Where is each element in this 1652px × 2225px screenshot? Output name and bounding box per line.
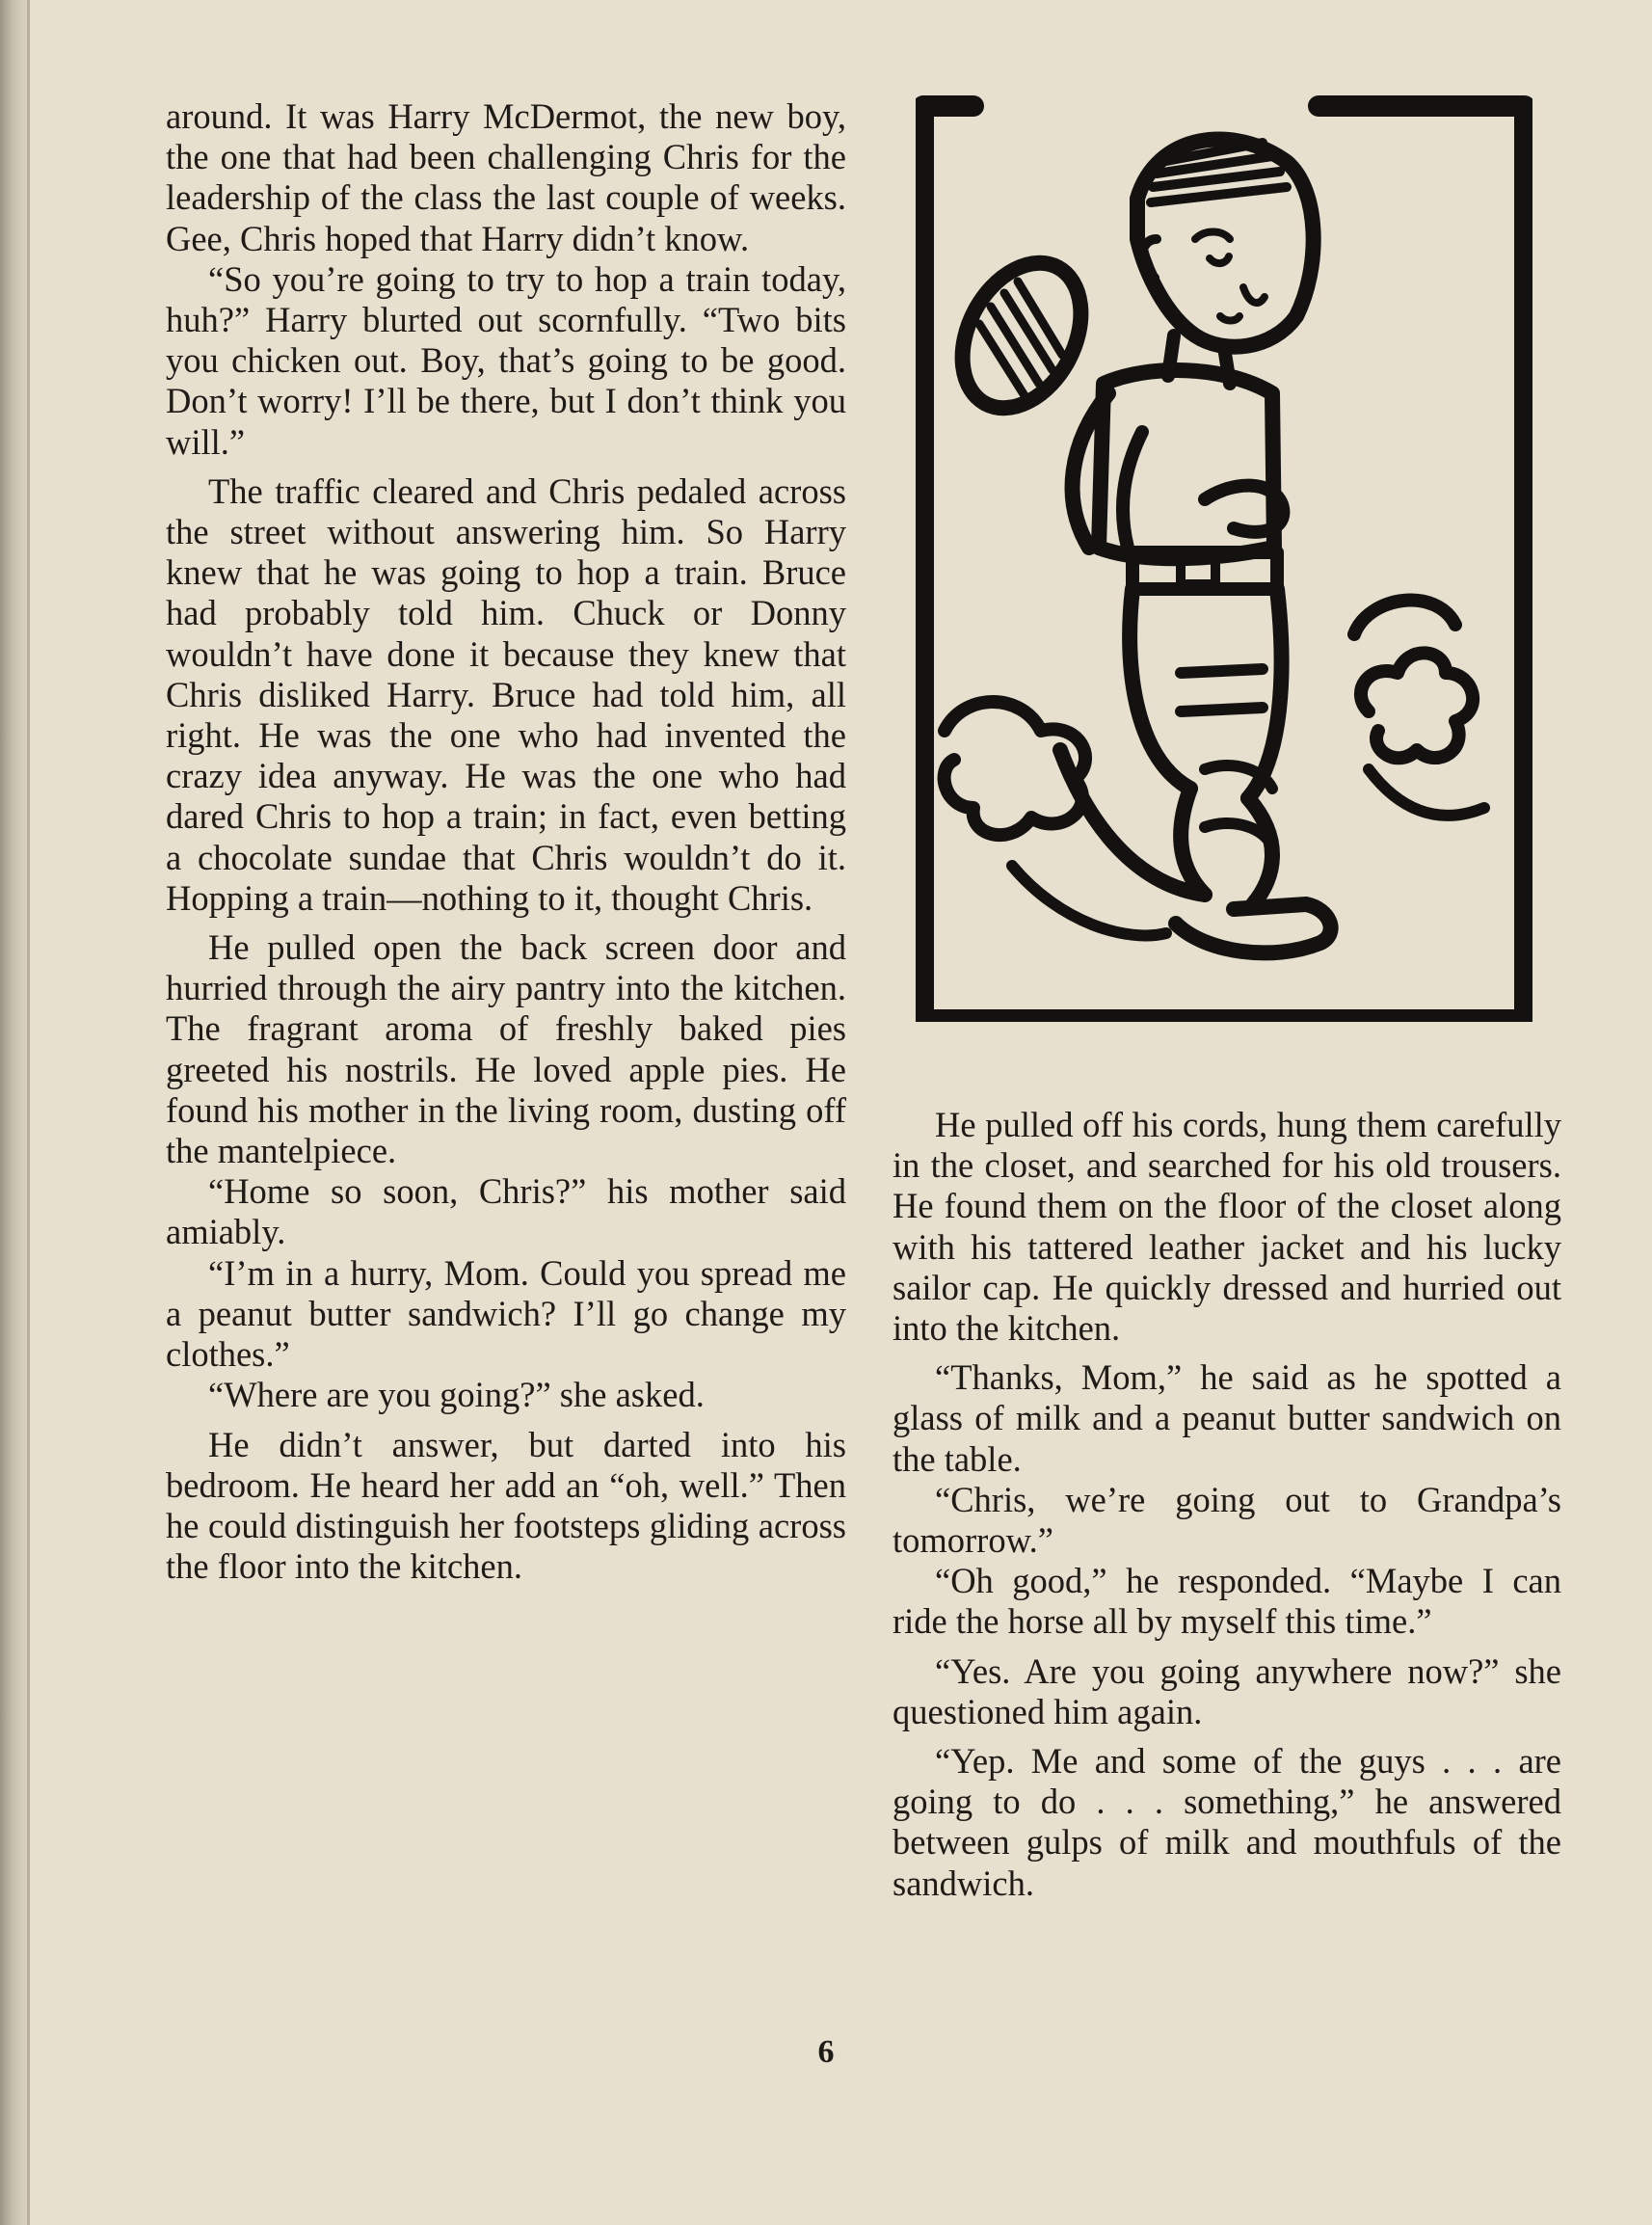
paragraph: around. It was Harry McDermot, the new boy, the one that had been challenging Chris for the leadership of the class the last couple of weeks. Gee, Chris hoped that Harry didn’t know.: [166, 96, 846, 258]
paragraph: He pulled open the back screen door and hurried through the airy pantry into the kitchen. The fragrant aroma of freshly baked pies greeted his nostrils. He loved apple pies. He found his mother in the living room, dusting off the mantelpiece.: [166, 927, 846, 1171]
paragraph: He didn’t answer, but darted into his bedroom. He heard her add an “oh, well.” Then he could distinguish her footsteps gliding across the floor into the kitchen.: [166, 1424, 846, 1587]
boy-with-football-illustration: [916, 94, 1532, 1022]
woodcut-illustration: [916, 94, 1532, 1022]
paragraph: “Yes. Are you going anywhere now?” she questioned him again.: [893, 1650, 1561, 1731]
paragraph: “So you’re going to try to hop a train today, huh?” Harry blurted out scornfully. “Two bits you chicken out. Boy, that’s going to be good. Don’t worry! I’ll be there, but I don’t think you will.”: [166, 258, 846, 462]
paragraph: “Yep. Me and some of the guys . . . are going to do . . . something,” he answered between gulps of milk and mouthfuls of the sandwich.: [893, 1741, 1561, 1903]
right-text-column: [893, 1105, 1561, 1904]
paragraph: “Oh good,” he responded. “Maybe I can ride the horse all by myself this time.”: [893, 1561, 1561, 1642]
page-gutter-line: [27, 0, 30, 2225]
paragraph: “Home so soon, Chris?” his mother said amiably.: [166, 1171, 846, 1252]
paragraph: “Thanks, Mom,” he said as he spotted a glass of milk and a peanut butter sandwich on the table.: [893, 1357, 1561, 1479]
paragraph: “I’m in a hurry, Mom. Could you spread me a peanut butter sandwich? I’ll go change my clothes.”: [166, 1252, 846, 1375]
paragraph: He pulled off his cords, hung them carefully in the closet, and searched for his old trousers. He found them on the floor of the closet along with his tattered leather jacket and his lucky sailor cap. He quickly dressed and hurried out into the kitchen.: [893, 1105, 1561, 1349]
paragraph: The traffic cleared and Chris pedaled across the street without answering him. So Harry knew that he was going to hop a train. Bruce had probably told him. Chuck or Donny wouldn’t have done it because they knew that Chris disliked Harry. Bruce had told him, all right. He was the one who had invented the crazy idea anyway. He was the one who had dared Chris to hop a train; in fact, even betting a chocolate sundae that Chris wouldn’t do it. Hopping a train—nothing to it, thought Chris.: [166, 470, 846, 918]
paragraph: “Chris, we’re going out to Grandpa’s tomorrow.”: [893, 1479, 1561, 1561]
left-text-column: [166, 96, 846, 1587]
book-spine-shadow: [0, 0, 29, 2225]
page-number: 6: [817, 2034, 835, 2070]
paragraph: “Where are you going?” she asked.: [208, 1375, 705, 1415]
